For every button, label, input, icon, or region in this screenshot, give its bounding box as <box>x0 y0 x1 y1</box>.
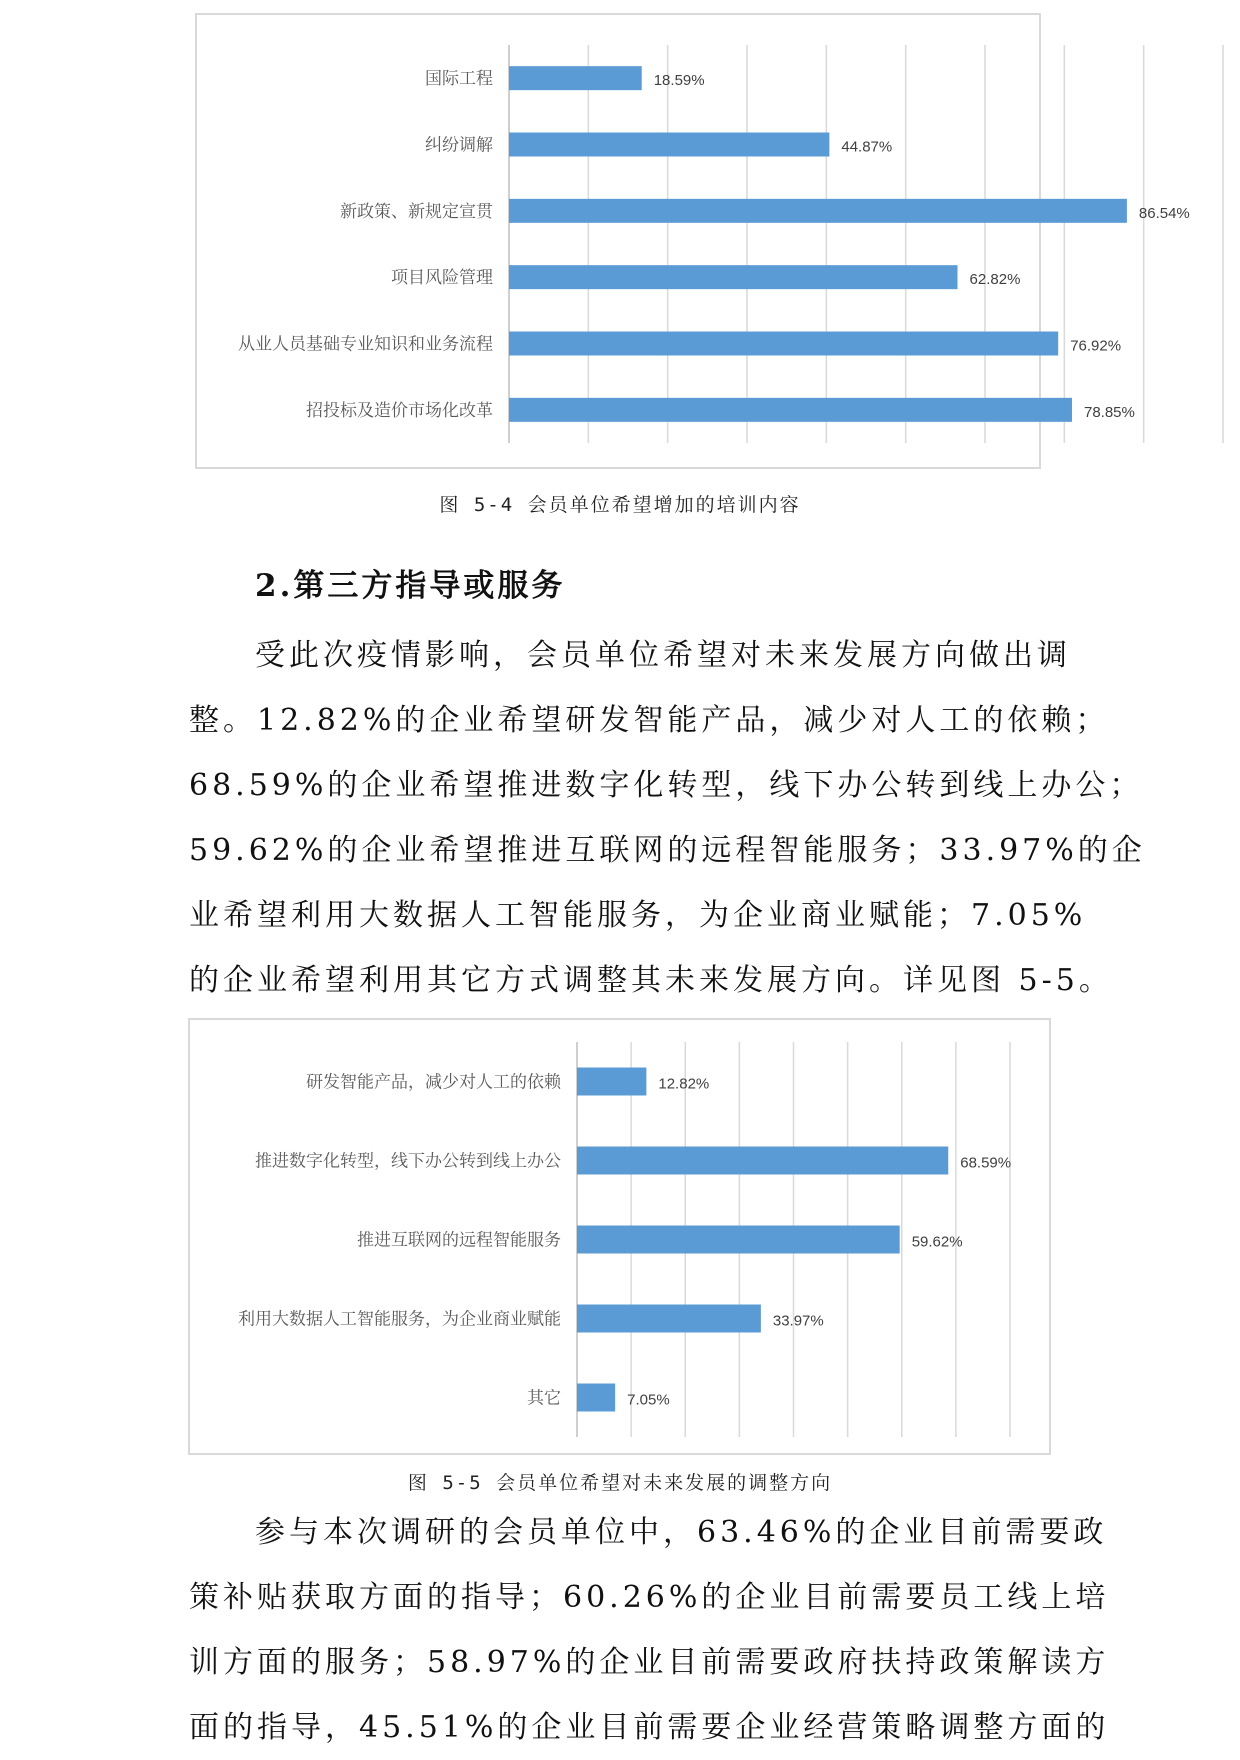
paragraph-2 <box>189 1500 1110 1760</box>
figure-5-4-caption: 图 5-4 会员单位希望增加的培训内容 <box>439 494 801 516</box>
chart-5-4-value-label: 78.85% <box>1083 403 1135 421</box>
chart-5-4-bar <box>509 398 1072 422</box>
chart-5-4-category-label: 国际工程 <box>425 69 493 90</box>
chart-5-4-category-label: 纠纷调解 <box>425 135 493 156</box>
chart-5-4-value-label: 86.54% <box>1138 204 1190 222</box>
chart-5-4-value-label: 62.82% <box>969 271 1021 289</box>
chart-5-5-bar <box>577 1147 948 1175</box>
chart-5-4-value-label: 44.87% <box>841 138 893 156</box>
chart-5-5-bar <box>577 1384 615 1412</box>
chart-5-5-value-label: 33.97% <box>772 1312 824 1330</box>
chart-5-5-value-label: 68.59% <box>960 1154 1012 1172</box>
figure-5-5-caption: 图 5-5 会员单位希望对未来发展的调整方向 <box>407 1472 833 1494</box>
paragraph-2-line: 训方面的服务；58.97%的企业目前需要政府扶持政策解读方 <box>189 1645 1110 1680</box>
chart-5-4-bar <box>509 199 1127 223</box>
chart-5-4-category-label: 招投标及造价市场化改革 <box>306 400 493 421</box>
paragraph-1-line: 受此次疫情影响，会员单位希望对未来发展方向做出调 <box>255 638 1071 673</box>
paragraph-1-line: 68.59%的企业希望推进数字化转型，线下办公转到线上办公； <box>189 768 1144 803</box>
chart-5-4-svg <box>197 15 1190 471</box>
section-heading: 2.第三方指导或服务 <box>255 568 566 604</box>
paragraph-1 <box>189 623 1146 1013</box>
chart-5-5-category-label: 利用大数据人工智能服务，为企业商业赋能 <box>238 1309 561 1330</box>
chart-5-4-category-label: 新政策、新规定宣贯 <box>340 201 493 222</box>
chart-5-5-category-label: 推进数字化转型，线下办公转到线上办公 <box>255 1151 561 1172</box>
chart-5-5-value-label: 59.62% <box>911 1233 963 1251</box>
chart-5-5-svg <box>190 1020 1053 1457</box>
paragraph-1-line: 的企业希望利用其它方式调整其未来发展方向。详见图 5-5。 <box>189 963 1113 998</box>
chart-5-5 <box>188 1018 1051 1455</box>
paragraph-1-line: 59.62%的企业希望推进互联网的远程智能服务；33.97%的企 <box>189 833 1146 868</box>
chart-5-5-bar <box>577 1068 646 1096</box>
chart-5-4-bar <box>509 332 1058 356</box>
chart-5-4 <box>195 13 1190 469</box>
paragraph-2-line: 策补贴获取方面的指导；60.26%的企业目前需要员工线上培 <box>189 1580 1110 1615</box>
chart-5-5-bar <box>577 1226 900 1254</box>
chart-5-5-category-label: 其它 <box>527 1388 561 1409</box>
chart-5-4-bar <box>509 133 829 157</box>
chart-5-5-category-label: 研发智能产品，减少对人工的依赖 <box>306 1072 561 1093</box>
chart-5-4-value-label: 76.92% <box>1070 337 1122 355</box>
chart-5-5-bar <box>577 1305 761 1333</box>
paragraph-2-line: 参与本次调研的会员单位中，63.46%的企业目前需要政 <box>255 1515 1108 1550</box>
chart-5-4-bar <box>509 66 642 90</box>
paragraph-2-line: 面的指导，45.51%的企业目前需要企业经营策略调整方面的 <box>189 1710 1110 1745</box>
chart-5-4-value-label: 18.59% <box>653 72 705 90</box>
chart-5-4-category-label: 项目风险管理 <box>391 268 493 289</box>
chart-5-4-bar <box>509 265 958 289</box>
chart-5-5-value-label: 12.82% <box>658 1075 710 1093</box>
paragraph-1-line: 整。12.82%的企业希望研发智能产品，减少对人工的依赖； <box>189 703 1110 738</box>
chart-5-5-category-label: 推进互联网的远程智能服务 <box>357 1230 561 1251</box>
chart-5-5-value-label: 7.05% <box>627 1391 670 1409</box>
chart-5-4-category-label: 从业人员基础专业知识和业务流程 <box>238 334 493 355</box>
paragraph-1-line: 业希望利用大数据人工智能服务，为企业商业赋能；7.05% <box>189 898 1087 933</box>
